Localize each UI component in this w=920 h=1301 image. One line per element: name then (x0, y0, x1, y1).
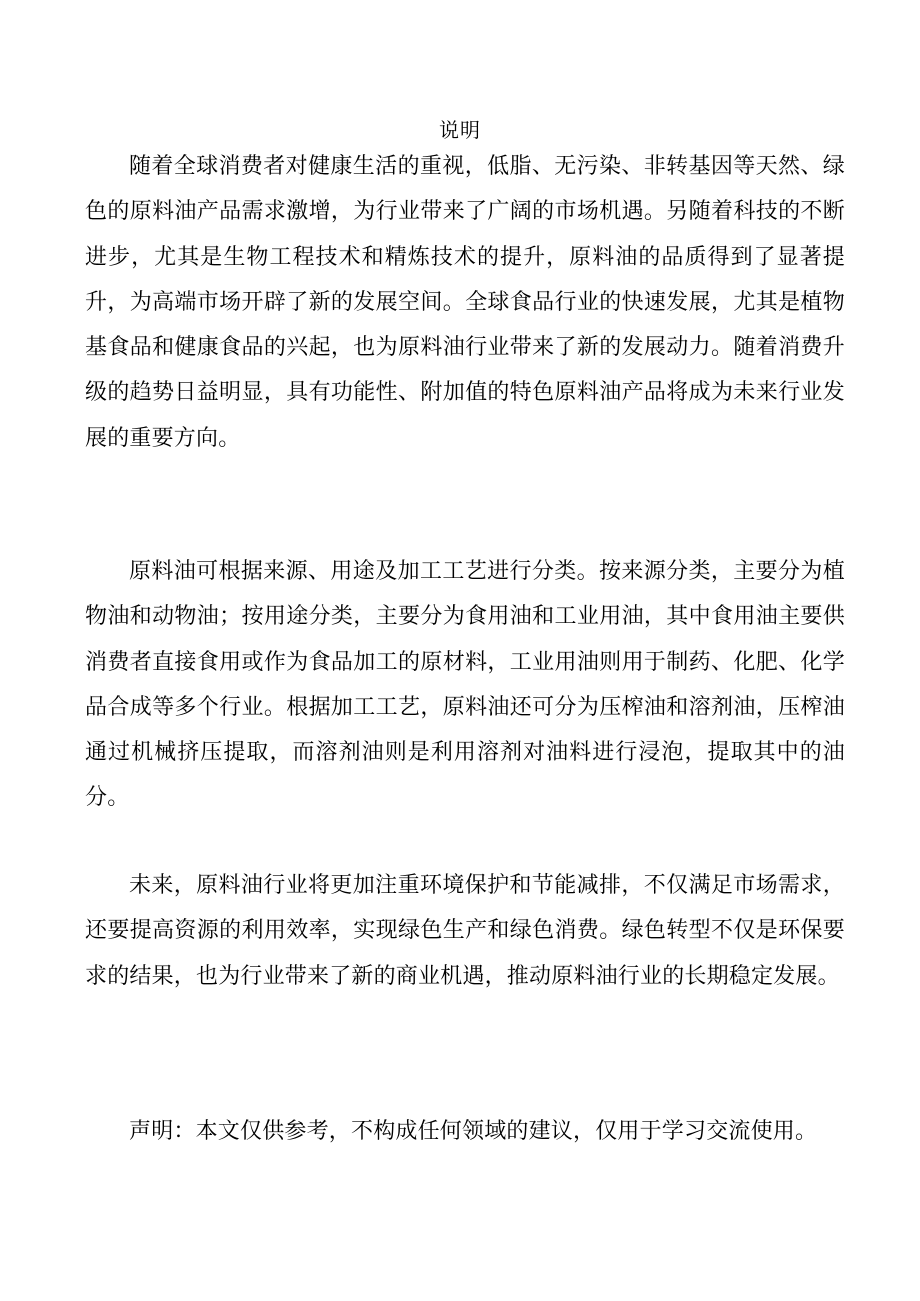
document-title: 说明 (439, 118, 481, 142)
disclaimer: 声明：本文仅供参考，不构成任何领域的建议，仅用于学习交流使用。 (129, 1119, 818, 1144)
paragraph-market-opportunity: 随着全球消费者对健康生活的重视，低脂、无污染、非转基因等天然、绿色的原料油产品需求激增，为行业带来了广阔的市场机遇。另随着科技的不断进步，尤其是生物工程技术和精炼技术的提升，原料油的品质得到了显著提升，为高端市场开辟了新的发展空间。全球食品行业的快速发展，尤其是植物基食品和健康食品的兴起，也为原料油行业带来了新的发展动力。随着消费升级的趋势日益明显，具有功能性、附加值的特色原料油产品将成为未来行业发展的重要方向。 (85, 154, 845, 451)
paragraph-future-outlook: 未来，原料油行业将更加注重环境保护和节能减排，不仅满足市场需求，还要提高资源的利用效率，实现绿色生产和绿色消费。绿色转型不仅是环保要求的结果，也为行业带来了新的商业机遇，推动原料油行业的长期稳定发展。 (85, 873, 845, 989)
paragraph-classification: 原料油可根据来源、用途及加工工艺进行分类。按来源分类，主要分为植物油和动物油；按用途分类，主要分为食用油和工业用油，其中食用油主要供消费者直接食用或作为食品加工的原材料，工业用油则用于制药、化肥、化学品合成等多个行业。根据加工工艺，原料油还可分为压榨油和溶剂油，压榨油通过机械挤压提取，而溶剂油则是利用溶剂对油料进行浸泡，提取其中的油分。 (85, 559, 845, 811)
